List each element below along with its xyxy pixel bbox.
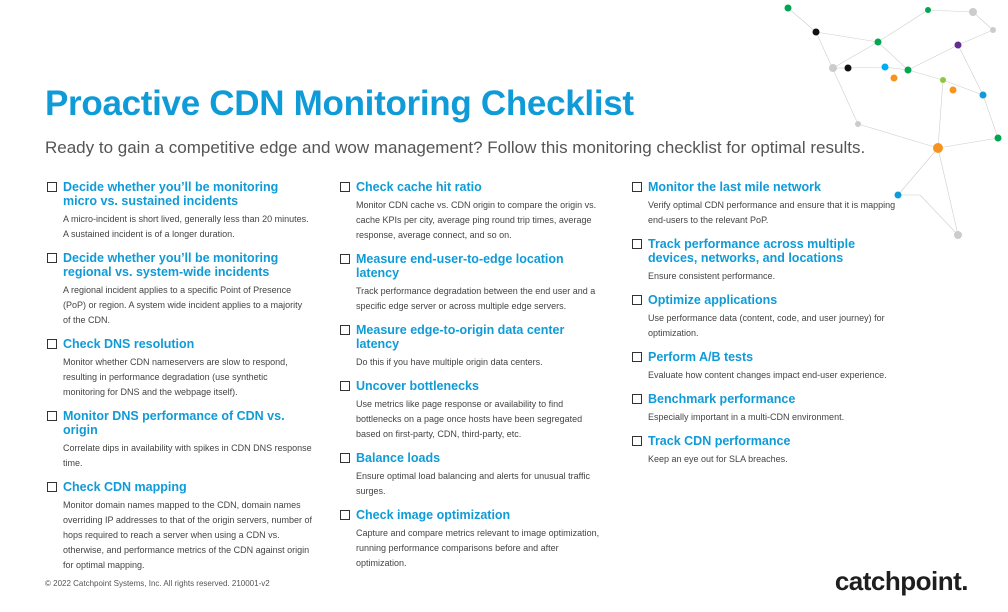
- checklist-item: [632, 237, 897, 284]
- checklist-item-title: Perform A/B tests: [648, 350, 754, 364]
- checklist-item-description: Ensure consistent performance.: [648, 271, 776, 281]
- checklist-item: [340, 379, 605, 442]
- checklist-item-title: Check CDN mapping: [63, 480, 187, 494]
- checkbox-icon: [340, 510, 350, 520]
- checklist-item-description: Use performance data (content, code, and user journey) for optimization.: [648, 313, 885, 338]
- checklist-item-description: Use metrics like page response or availability to find bottlenecks on a page once hosts have been segregated based on first-party, CDN, third-party, etc.: [356, 399, 583, 439]
- checkbox-icon: [47, 253, 57, 263]
- copyright-text: © 2022 Catchpoint Systems, Inc. All rights reserved. 210001-v2: [45, 579, 270, 588]
- checklist-item: [340, 323, 605, 370]
- checklist-item-description: Ensure optimal load balancing and alerts for unusual traffic surges.: [356, 471, 590, 496]
- checklist-column-3: [632, 180, 897, 476]
- checklist-item-description: Track performance degradation between the end user and a specific edge server or across multiple edge servers.: [356, 286, 596, 311]
- checklist-item: [340, 252, 605, 314]
- checklist-item: [632, 180, 897, 228]
- checkbox-icon: [632, 352, 642, 362]
- checkbox-icon: [47, 182, 57, 192]
- page-title: Proactive CDN Monitoring Checklist: [45, 84, 634, 123]
- checkbox-icon: [632, 436, 642, 446]
- checklist-item-description: A micro-incident is short lived, generally less than 20 minutes. A sustained incident is of a longer duration.: [63, 214, 309, 239]
- checklist-item-title: Check DNS resolution: [63, 337, 195, 351]
- checkbox-icon: [632, 239, 642, 249]
- checklist-item-title: Monitor DNS performance of CDN vs. origin: [63, 409, 285, 437]
- checklist-item: [632, 293, 897, 341]
- checklist-item-title: Optimize applications: [648, 293, 778, 307]
- checklist-item: [47, 409, 312, 471]
- checklist-item-description: Monitor domain names mapped to the CDN, domain names overriding IP addresses to that of the origin servers, number of hops required to reach a server when using a CDN vs. otherwise, and performance metrics of the CDN against origin for optimal mapping.: [63, 500, 312, 570]
- checklist-item-title: Uncover bottlenecks: [356, 379, 479, 393]
- checklist-item: [632, 392, 897, 425]
- checklist-item-description: Correlate dips in availability with spikes in CDN DNS response time.: [63, 443, 312, 468]
- checklist-item-description: Monitor whether CDN nameservers are slow to respond, resulting in performance degradation (use synthetic monitoring for DNS and the webpage itself).: [63, 357, 288, 397]
- checkbox-icon: [632, 295, 642, 305]
- checklist-item-description: Evaluate how content changes impact end-user experience.: [648, 370, 887, 380]
- checklist-item-title: Benchmark performance: [648, 392, 796, 406]
- checklist-item-description: Do this if you have multiple origin data centers.: [356, 357, 543, 367]
- checkbox-icon: [340, 453, 350, 463]
- checkbox-icon: [632, 182, 642, 192]
- checkbox-icon: [47, 482, 57, 492]
- checkbox-icon: [47, 339, 57, 349]
- checklist-item-description: Especially important in a multi-CDN environment.: [648, 412, 845, 422]
- checklist-item: [47, 180, 312, 242]
- checkbox-icon: [340, 325, 350, 335]
- checklist-item-title: Measure edge-to-origin data center latency: [356, 323, 565, 351]
- checkbox-icon: [340, 254, 350, 264]
- checklist-item-description: Capture and compare metrics relevant to image optimization, running performance comparisons before and after optimization.: [356, 528, 600, 568]
- checklist-item-title: Decide whether you’ll be monitoring micro vs. sustained incidents: [63, 180, 279, 208]
- checklist-item-title: Track performance across multiple devices, networks, and locations: [648, 237, 856, 265]
- checklist-column-2: [340, 180, 605, 580]
- checklist-item-title: Measure end-user-to-edge location latency: [356, 252, 564, 280]
- checklist-item-title: Track CDN performance: [648, 434, 791, 448]
- checklist-item-description: Monitor CDN cache vs. CDN origin to compare the origin vs. cache KPIs per city, average ping round trip times, average response, average connect, and so on.: [356, 200, 597, 240]
- page-subtitle: Ready to gain a competitive edge and wow management? Follow this monitoring checklist for optimal results.: [45, 138, 866, 157]
- checklist-item: [47, 337, 312, 400]
- checklist-item: [632, 434, 897, 467]
- checklist-item: [340, 180, 605, 243]
- checklist-item-title: Check image optimization: [356, 508, 511, 522]
- checkbox-icon: [340, 182, 350, 192]
- checklist-item-title: Monitor the last mile network: [648, 180, 821, 194]
- checklist-item-title: Check cache hit ratio: [356, 180, 482, 194]
- checklist-column-1: [47, 180, 312, 582]
- catchpoint-logo: catchpoint.: [834, 566, 968, 596]
- checkbox-icon: [47, 411, 57, 421]
- checklist-item: [340, 508, 605, 571]
- checklist-item-description: Verify optimal CDN performance and ensure that it is mapping end-users to the relevant PoP.: [648, 200, 896, 225]
- checklist-item-description: A regional incident applies to a specific Point of Presence (PoP) or region. A system wide incident applies to a majority of the CDN.: [63, 285, 303, 325]
- checklist-item-title: Decide whether you’ll be monitoring regional vs. system-wide incidents: [63, 251, 279, 279]
- checklist-item: [47, 251, 312, 328]
- checklist-item-title: Balance loads: [356, 451, 441, 465]
- checklist-item: [340, 451, 605, 499]
- checklist-item: [47, 480, 312, 573]
- checkbox-icon: [340, 381, 350, 391]
- checklist-item: [632, 350, 897, 383]
- checklist-item-description: Keep an eye out for SLA breaches.: [648, 454, 788, 464]
- checkbox-icon: [632, 394, 642, 404]
